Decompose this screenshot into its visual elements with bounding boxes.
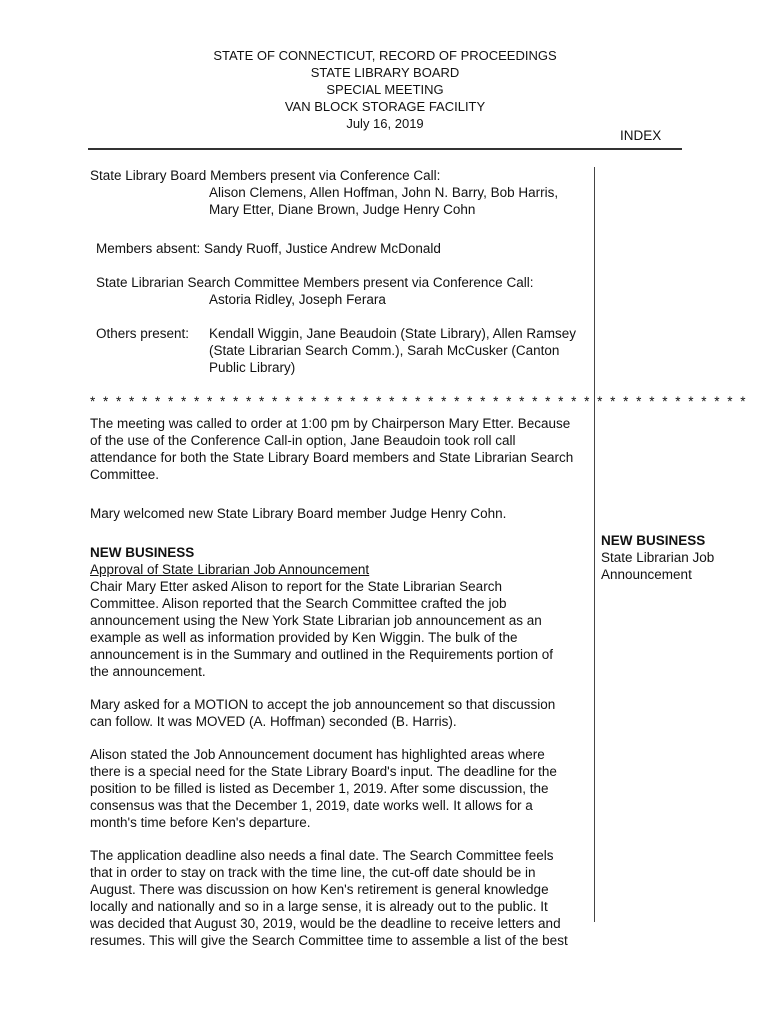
header-board: STATE LIBRARY BOARD xyxy=(310,65,460,80)
job-announcement-paragraph: Chair Mary Etter asked Alison to report for the State Librarian Search Committee. Alison reported that the Search Committee crafted the job announcement using the New York State Librarian job announcement as an example as well as information provided by Ken Wiggin. The bulk of the announcement is in the Summary and outlined in the Requirements portion of the announcement. xyxy=(90,579,554,679)
present-heading: State Library Board Members present via Conference Call: xyxy=(90,168,441,183)
others-present xyxy=(90,325,590,376)
highlighted-areas-paragraph: Alison stated the Job Announcement document has highlighted areas where there is a special need for the State Library Board's input. The deadline for the position to be filled is listed as December 1, 2019. After some discussion, the consensus was that the December 1, 2019, date works well. It allows for a month's time before Ken's departure. xyxy=(90,747,557,830)
members-absent: Members absent: Sandy Ruoff, Justice Andrew McDonald xyxy=(96,241,441,256)
job-announcement-subheading: Approval of State Librarian Job Announcement xyxy=(90,562,370,577)
others-present-label: Others present: xyxy=(96,326,190,341)
application-deadline-paragraph: The application deadline also needs a final date. The Search Committee feels that in order to stay on track with the time line, the cut-off date should be in August. There was discussion on how Ken's retirement is general knowledge locally and nationally and so in a large sense, it is already out to the public. It was decided that August 30, 2019, would be the deadline to receive letters and resumes. This will give the Search Committee time to assemble a list of the best xyxy=(90,848,568,948)
header-meeting-type: SPECIAL MEETING xyxy=(326,82,444,97)
index-column xyxy=(601,532,761,583)
welcome-paragraph: Mary welcomed new State Library Board member Judge Henry Cohn. xyxy=(90,506,507,521)
call-to-order-paragraph: The meeting was called to order at 1:00 pm by Chairperson Mary Etter. Because of the use of the Conference Call-in option, Jane Beaudoin took roll call attendance for both the State Library Board members and State Librarian Search Committee. xyxy=(90,416,574,482)
others-present-names: Kendall Wiggin, Jane Beaudoin (State Library), Allen Ramsey (State Librarian Search Comm.), Sarah McCusker (Canton Public Library) xyxy=(209,326,576,375)
present-members: Alison Clemens, Allen Hoffman, John N. Barry, Bob Harris, Mary Etter, Diane Brown, Judge Henry Cohn xyxy=(209,185,559,217)
section-separator: * * * * * * * * * * * * * * * * * * * * * * * * * * * * * * * * * * * * * * * * * * * * * * * * * * * xyxy=(90,394,748,409)
header-date: July 16, 2019 xyxy=(346,116,424,131)
index-heading: NEW BUSINESS xyxy=(601,533,706,548)
search-committee-members: Astoria Ridley, Joseph Ferara xyxy=(209,292,386,307)
document-header xyxy=(120,47,650,132)
minutes-body xyxy=(90,167,748,949)
header-location: VAN BLOCK STORAGE FACILITY xyxy=(284,99,486,114)
column-divider xyxy=(594,167,595,922)
index-column-label: INDEX xyxy=(620,128,662,143)
motion-paragraph: Mary asked for a MOTION to accept the job announcement so that discussion can follow. It was MOVED (A. Hoffman) seconded (B. Harris). xyxy=(90,697,556,729)
search-committee-heading: State Librarian Search Committee Members present via Conference Call: xyxy=(96,275,534,290)
new-business-heading: NEW BUSINESS xyxy=(90,545,195,560)
index-entry: State Librarian Job Announcement xyxy=(601,550,715,582)
header-divider xyxy=(88,148,682,150)
header-title: STATE OF CONNECTICUT, RECORD OF PROCEEDINGS xyxy=(213,48,557,63)
